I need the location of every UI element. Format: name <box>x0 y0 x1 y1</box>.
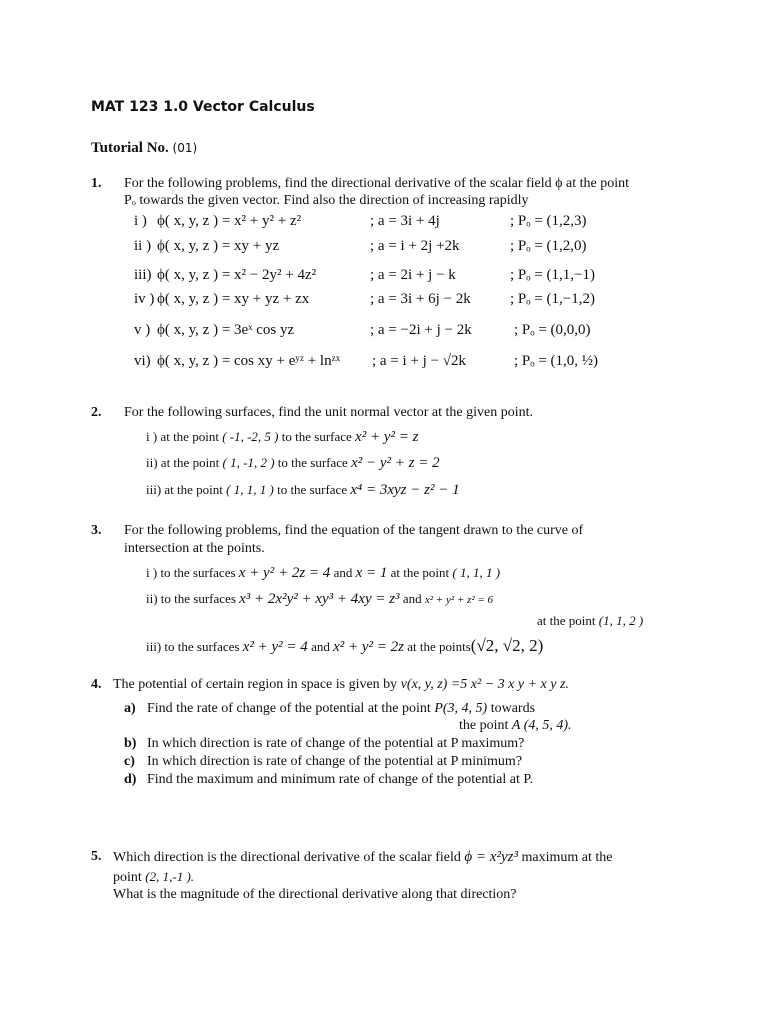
point-po: ; Pₒ = (1,0, ½) <box>514 353 599 369</box>
direction-vector: ; a = 3i + 4j <box>370 213 440 229</box>
row-text: point <box>113 870 146 885</box>
question-5-number: 5. <box>91 849 102 864</box>
row-text: the point <box>459 718 512 733</box>
row-label: ii ) <box>134 238 152 254</box>
question-1-line-1: For the following problems, find the directional derivative of the scalar field ϕ at the point <box>124 176 630 191</box>
row-text: and <box>399 591 425 606</box>
question-3-row <box>146 565 500 582</box>
question-5-line-3: What is the magnitude of the directional derivative along that direction? <box>113 887 517 902</box>
item-letter: c) <box>124 754 135 769</box>
question-2-row <box>146 429 418 446</box>
row-text: Which direction is the directional derivative of the scalar field <box>113 850 465 865</box>
point-a: A (4, 5, 4). <box>511 718 572 733</box>
course-title: MAT 123 1.0 Vector Calculus <box>91 99 315 115</box>
item-letter: d) <box>124 772 137 787</box>
surface-equation: x⁴ = 3xyz − z² − 1 <box>350 482 460 498</box>
point-po: ; Pₒ = (1,1,−1) <box>510 267 595 283</box>
row-text: at the points <box>404 639 471 654</box>
row-label: iii) <box>134 267 152 283</box>
question-2-row <box>146 455 440 472</box>
row-text: towards <box>487 701 536 716</box>
direction-vector: ; a = i + j − √2k <box>372 353 467 369</box>
surface-equation: x² − y² + z = 2 <box>351 455 440 471</box>
surface-point: ( 1, 1, 1 ) <box>226 482 274 497</box>
row-text: ii) to the surfaces <box>146 591 240 606</box>
surface-equation: x³ + 2x²y² + xy³ + 4xy = z³ <box>239 591 400 607</box>
question-2-number: 2. <box>91 405 102 420</box>
question-1-number: 1. <box>91 176 102 191</box>
point: (2, 1,-1 ). <box>145 869 195 884</box>
point-po: ; Pₒ = (1,2,3) <box>510 213 587 229</box>
question-4-intro <box>113 677 569 693</box>
question-2-row <box>146 482 460 499</box>
question-2-intro: For the following surfaces, find the unit normal vector at the given point. <box>124 405 534 420</box>
row-text: i ) at the point <box>146 429 223 444</box>
surface-equation: x² + y² = z <box>355 429 419 445</box>
intersection-point: ( 1, 1, 1 ) <box>452 565 501 580</box>
row-text: at the point <box>537 613 599 628</box>
row-text: and <box>307 639 334 654</box>
tutorial-label: Tutorial No. <box>91 140 169 156</box>
item-text-continued <box>459 718 572 734</box>
row-label: vi) <box>134 353 151 369</box>
question-1-line-2: Pₒ towards the given vector. Find also the direction of increasing rapidly <box>124 193 529 208</box>
point-po: ; Pₒ = (0,0,0) <box>514 322 591 338</box>
potential-function: v(x, y, z) =5 x² − 3 x y + x y z. <box>400 677 569 692</box>
row-text: and <box>330 565 356 580</box>
point-po: ; Pₒ = (1,2,0) <box>510 238 587 254</box>
row-label: iv ) <box>134 291 155 307</box>
tutorial-heading <box>91 140 197 157</box>
surface-equation: x = 1 <box>355 565 388 581</box>
surface-point: ( 1, -1, 2 ) <box>222 455 275 470</box>
direction-vector: ; a = −2i + j − 2k <box>370 322 472 338</box>
item-letter: b) <box>124 736 137 751</box>
item-text: Find the maximum and minimum rate of change of the potential at P. <box>147 772 534 787</box>
tutorial-number: (01) <box>172 141 198 155</box>
surface-equation: x² + y² = 4 <box>242 639 308 655</box>
item-text: In which direction is rate of change of the potential at P minimum? <box>147 754 523 769</box>
surface-equation: x² + y² + z² = 6 <box>424 594 494 606</box>
scalar-field: ϕ( x, y, z ) = x² + y² + z² <box>157 213 302 229</box>
scalar-field: ϕ( x, y, z ) = cos xy + eʸᶻ + lnᶻˣ <box>157 353 341 369</box>
row-text: ii) at the point <box>146 455 223 470</box>
intersection-point: (√2, √2, 2) <box>470 636 544 655</box>
surface-equation: x² + y² = 2z <box>333 639 404 655</box>
row-label: i ) <box>134 213 147 229</box>
direction-vector: ; a = 2i + j − k <box>370 267 456 283</box>
row-text: Find the rate of change of the potential at the point <box>147 701 435 716</box>
question-3-line-1: For the following problems, find the equation of the tangent drawn to the curve of <box>124 523 584 538</box>
question-3-row <box>146 591 493 608</box>
scalar-field: ϕ( x, y, z ) = xy + yz + zx <box>157 291 310 307</box>
question-5-line-1 <box>113 849 612 866</box>
question-3-number: 3. <box>91 523 102 538</box>
row-text: maximum at the <box>517 850 613 865</box>
row-text: at the point <box>387 565 453 580</box>
row-text: iii) to the surfaces <box>146 639 243 654</box>
direction-vector: ; a = i + 2j +2k <box>370 238 460 254</box>
surface-equation: x + y² + 2z = 4 <box>238 565 331 581</box>
row-text: to the surface <box>274 455 352 470</box>
scalar-field: ϕ( x, y, z ) = x² − 2y² + 4z² <box>157 267 317 283</box>
row-text: The potential of certain region in space is given by <box>113 677 401 692</box>
question-3-row-2-point <box>537 613 643 629</box>
point-po: ; Pₒ = (1,−1,2) <box>510 291 595 307</box>
surface-point: ( -1, -2, 5 ) <box>222 429 279 444</box>
item-text: In which direction is rate of change of the potential at P maximum? <box>147 736 525 751</box>
scalar-field: ϕ( x, y, z ) = 3eˣ cos yz <box>157 322 295 338</box>
row-label: v ) <box>134 322 151 338</box>
item-letter: a) <box>124 701 136 716</box>
question-5-line-2 <box>113 869 194 886</box>
question-4-number: 4. <box>91 677 102 692</box>
row-text: to the surface <box>273 482 351 497</box>
intersection-point: (1, 1, 2 ) <box>598 613 644 628</box>
item-text <box>147 701 535 717</box>
scalar-field: ϕ = x²yz³ <box>464 849 518 865</box>
row-text: iii) at the point <box>146 482 227 497</box>
question-3-row <box>146 636 543 656</box>
row-text: i ) to the surfaces <box>146 565 239 580</box>
question-3-line-2: intersection at the points. <box>124 541 265 556</box>
row-text: to the surface <box>278 429 356 444</box>
point-p: P(3, 4, 5) <box>434 701 488 716</box>
direction-vector: ; a = 3i + 6j − 2k <box>370 291 471 307</box>
scalar-field: ϕ( x, y, z ) = xy + yz <box>157 238 280 254</box>
